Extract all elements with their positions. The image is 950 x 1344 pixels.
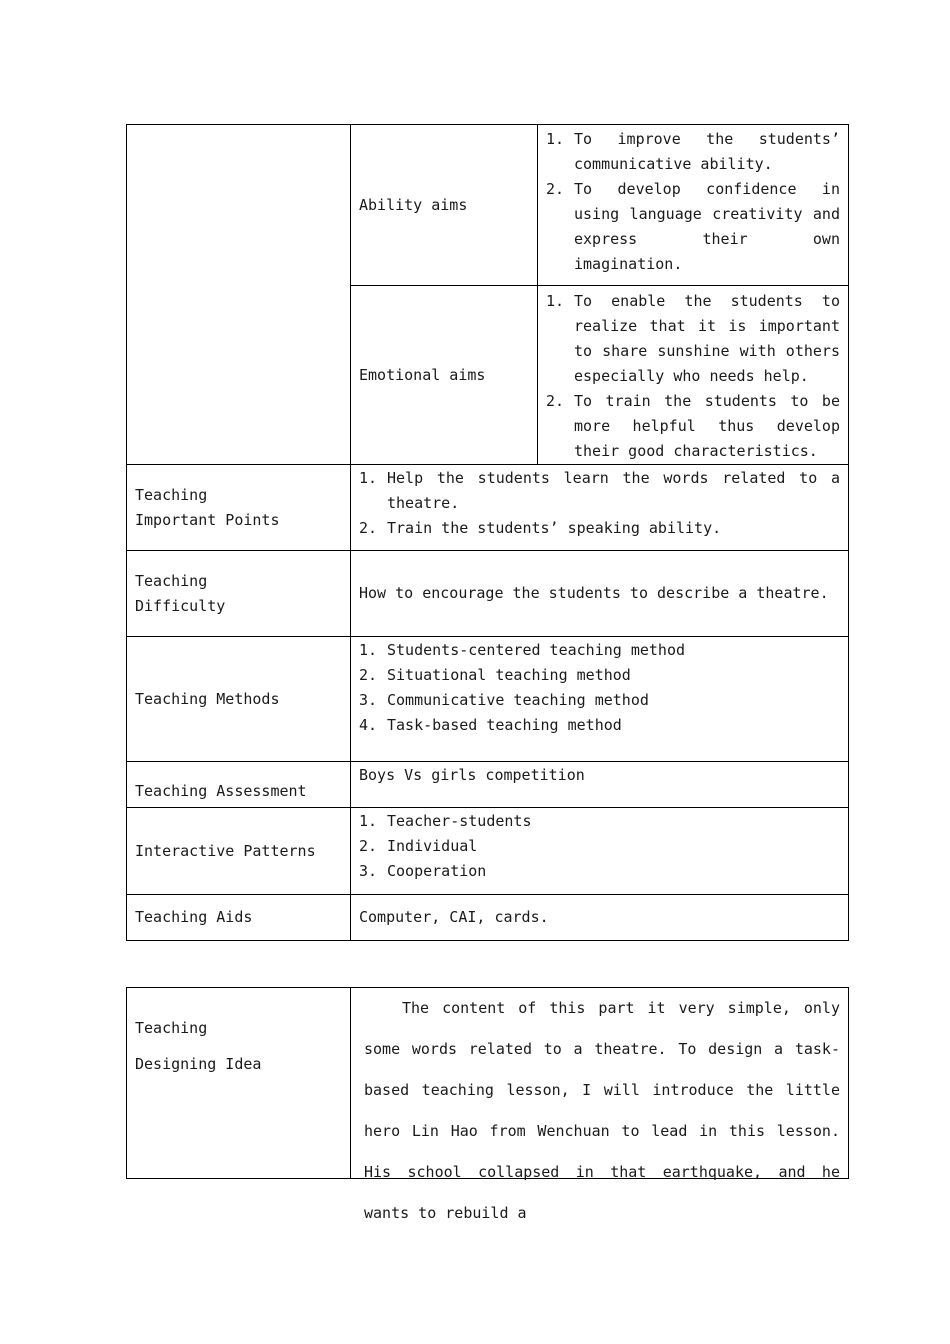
assessment-row — [127, 762, 849, 808]
assessment-label: Teaching Assessment — [127, 762, 351, 808]
list-item: 2. Train the students’ speaking ability. — [359, 519, 722, 537]
methods-content — [351, 637, 849, 762]
assessment-content: Boys Vs girls competition — [351, 762, 849, 808]
designing-idea-row — [127, 988, 849, 1179]
designing-idea-table — [126, 987, 849, 1222]
list-item: 1. Students-centered teaching method — [359, 641, 686, 659]
ability-aims-list — [546, 127, 840, 277]
important-points-label: Teaching Important Points — [127, 465, 351, 551]
list-item: 4. Task-based teaching method — [359, 716, 622, 734]
designing-idea-text: The content of this part it very simple, only some words related to a theatre. To design a task-based teaching lesson, I will introduce the little hero Lin Hao from Wenchuan to lead in this lesson. His school collapsed in that earthquake, and he wants to rebuild a — [364, 999, 840, 1222]
list-item: 3. Communicative teaching method — [359, 691, 649, 709]
aids-label: Teaching Aids — [127, 895, 351, 941]
list-item: 1. To improve the students’ communicative ability. — [546, 130, 840, 173]
emotional-aims-label: Emotional aims — [351, 286, 538, 465]
patterns-content — [351, 808, 849, 895]
important-points-list — [359, 466, 840, 541]
methods-row — [127, 637, 849, 762]
list-item: 1. Help the students learn the words related to a theatre. — [359, 469, 840, 512]
emotional-aims-list — [546, 289, 840, 464]
methods-label: Teaching Methods — [127, 637, 351, 762]
difficulty-content: How to encourage the students to describe a theatre. — [351, 551, 849, 637]
difficulty-label: Teaching Difficulty — [127, 551, 351, 637]
difficulty-row — [127, 551, 849, 637]
ability-aims-label: Ability aims — [351, 125, 538, 286]
list-item: 2. Situational teaching method — [359, 666, 631, 684]
list-item: 2. To develop confidence in using language creativity and express their own imagination. — [546, 180, 840, 273]
patterns-row — [127, 808, 849, 895]
ability-aims-content — [538, 125, 849, 286]
methods-list — [359, 638, 840, 738]
emotional-aims-content — [538, 286, 849, 465]
designing-idea-label: Teaching Designing Idea — [127, 988, 351, 1179]
list-item: 2. Individual — [359, 837, 478, 855]
aims-label-cell-empty — [127, 125, 351, 465]
list-item: 1. Teacher-students — [359, 812, 532, 830]
important-points-row — [127, 465, 849, 551]
list-item: 1. To enable the students to realize that it is important to share sunshine with others especially who needs help. — [546, 292, 840, 385]
designing-idea-content — [351, 988, 849, 1222]
important-points-content — [351, 465, 849, 551]
patterns-list — [359, 809, 840, 884]
list-item: 2. To train the students to be more helpful thus develop their good characteristics. — [546, 392, 840, 460]
patterns-label: Interactive Patterns — [127, 808, 351, 895]
lesson-plan-table — [126, 124, 849, 941]
ability-aims-row — [127, 125, 849, 286]
aids-row — [127, 895, 849, 941]
list-item: 3. Cooperation — [359, 862, 487, 880]
aids-content: Computer, CAI, cards. — [351, 895, 849, 941]
